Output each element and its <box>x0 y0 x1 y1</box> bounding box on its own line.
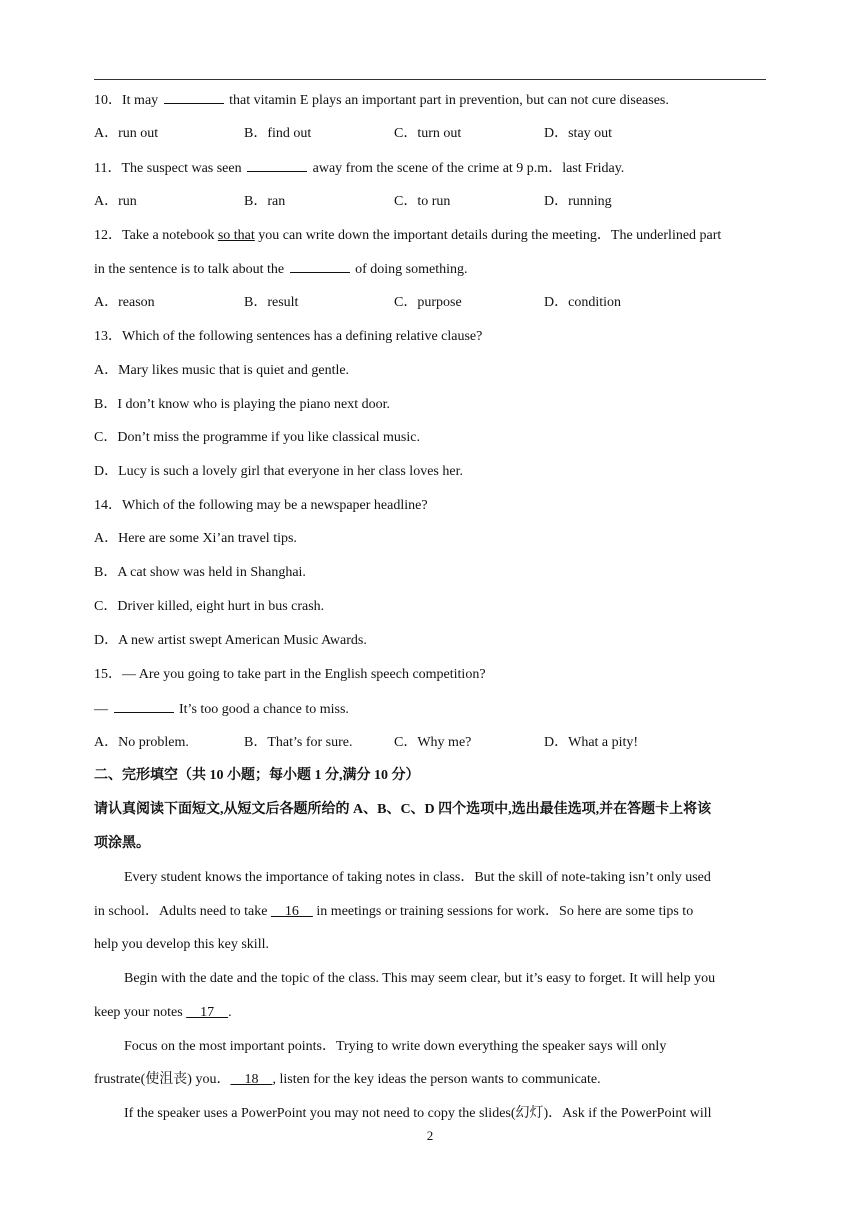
option-d: D．stay out <box>544 126 613 141</box>
option-c: C．Don’t miss the programme if you like classical music. <box>94 430 420 445</box>
option-d: D．running <box>544 194 612 209</box>
option-a: A．reason <box>94 295 155 310</box>
option-c: C．Driver killed, eight hurt in bus crash. <box>94 599 325 614</box>
page-number: 2 <box>426 1128 434 1143</box>
option-b: B．A cat show was held in Shanghai. <box>94 565 306 580</box>
passage-text: keep your notes <box>94 1005 187 1020</box>
question-text: away from the scene of the crime at 9 p.m．last Friday. <box>309 161 625 176</box>
option-c: C．Why me? <box>394 735 472 750</box>
option-c: C．purpose <box>394 295 462 310</box>
passage-line: If the speaker uses a PowerPoint you may not need to copy the slides(幻灯)．Ask if the PowerPoint will <box>124 1106 712 1121</box>
passage-text: in school．Adults need to take <box>94 904 271 919</box>
option-d: D．condition <box>544 295 621 310</box>
option-a: A．Mary likes music that is quiet and gentle. <box>94 363 350 378</box>
question-text: of doing something. <box>351 262 468 277</box>
question-13: 13．Which of the following sentences has a defining relative clause? <box>94 329 483 344</box>
passage-line: Begin with the date and the topic of the class. This may seem clear, but it’s easy to forget. It will help you <box>124 971 716 986</box>
section-instruction: 请认真阅读下面短文,从短文后各题所给的 A、B、C、D 四个选项中,选出最佳选项,并在答题卡上将该 <box>94 802 712 817</box>
option-b: B．ran <box>244 194 286 209</box>
option-c: C．to run <box>394 194 451 209</box>
question-text: It may <box>122 93 162 108</box>
answer-blank <box>114 700 174 713</box>
cloze-blank-18: 18 <box>230 1072 273 1087</box>
question-number: 11． <box>94 161 122 176</box>
question-number: 12． <box>94 228 122 243</box>
cloze-blank-16: 16 <box>270 904 313 919</box>
passage-text: . <box>228 1005 232 1020</box>
passage-line <box>94 1071 601 1089</box>
option-d: D．A new artist swept American Music Awards. <box>94 633 367 648</box>
question-15-reply <box>94 700 349 719</box>
option-b: B．That’s for sure. <box>244 735 353 750</box>
header-rule <box>94 79 766 80</box>
question-number: 10． <box>94 93 122 108</box>
passage-line: Focus on the most important points．Trying to write down everything the speaker says will only <box>124 1039 667 1054</box>
answer-blank <box>164 91 224 104</box>
option-d: D．What a pity! <box>544 735 639 750</box>
option-a: A．run out <box>94 126 159 141</box>
cloze-blank-17: 17 <box>186 1005 229 1020</box>
answer-blank <box>290 260 350 273</box>
answer-blank <box>247 159 307 172</box>
option-c: C．turn out <box>394 126 462 141</box>
passage-line <box>94 903 693 921</box>
question-text: It’s too good a chance to miss. <box>175 702 349 717</box>
option-a: A．Here are some Xi’an travel tips. <box>94 531 297 546</box>
question-11 <box>94 159 624 178</box>
option-b: B．result <box>244 295 299 310</box>
passage-line <box>94 1004 232 1022</box>
option-b: B．find out <box>244 126 312 141</box>
question-12 <box>94 227 721 245</box>
question-15: 15．— Are you going to take part in the English speech competition? <box>94 667 486 682</box>
option-b: B．I don’t know who is playing the piano next door. <box>94 397 391 412</box>
question-10 <box>94 91 669 110</box>
passage-text: , listen for the key ideas the person wants to communicate. <box>272 1072 601 1087</box>
option-d: D．Lucy is such a lovely girl that everyone in her class loves her. <box>94 464 463 479</box>
passage-line: Every student knows the importance of taking notes in class．But the skill of note-taking isn’t only used <box>124 870 711 885</box>
option-a: A．No problem. <box>94 735 189 750</box>
passage-line: help you develop this key skill. <box>94 937 269 952</box>
dialogue-dash: — <box>94 702 112 717</box>
question-text: in the sentence is to talk about the <box>94 262 288 277</box>
question-text: The suspect was seen <box>121 161 246 176</box>
section-instruction-cont: 项涂黑。 <box>94 836 150 851</box>
question-text: that vitamin E plays an important part in prevention, but can not cure diseases. <box>225 93 669 108</box>
question-14: 14．Which of the following may be a newspaper headline? <box>94 498 428 513</box>
section-heading: 二、完形填空（共 10 小题；每小题 1 分,满分 10 分） <box>94 768 420 783</box>
passage-text: in meetings or training sessions for work．So here are some tips to <box>312 904 694 919</box>
question-text: Take a notebook <box>122 228 218 243</box>
option-a: A．run <box>94 194 137 209</box>
passage-text: frustrate(使沮丧) you． <box>94 1072 231 1087</box>
question-text: you can write down the important details during the meeting．The underlined part <box>254 228 722 243</box>
question-12-line2 <box>94 260 468 279</box>
underlined-phrase: so that <box>217 228 255 243</box>
